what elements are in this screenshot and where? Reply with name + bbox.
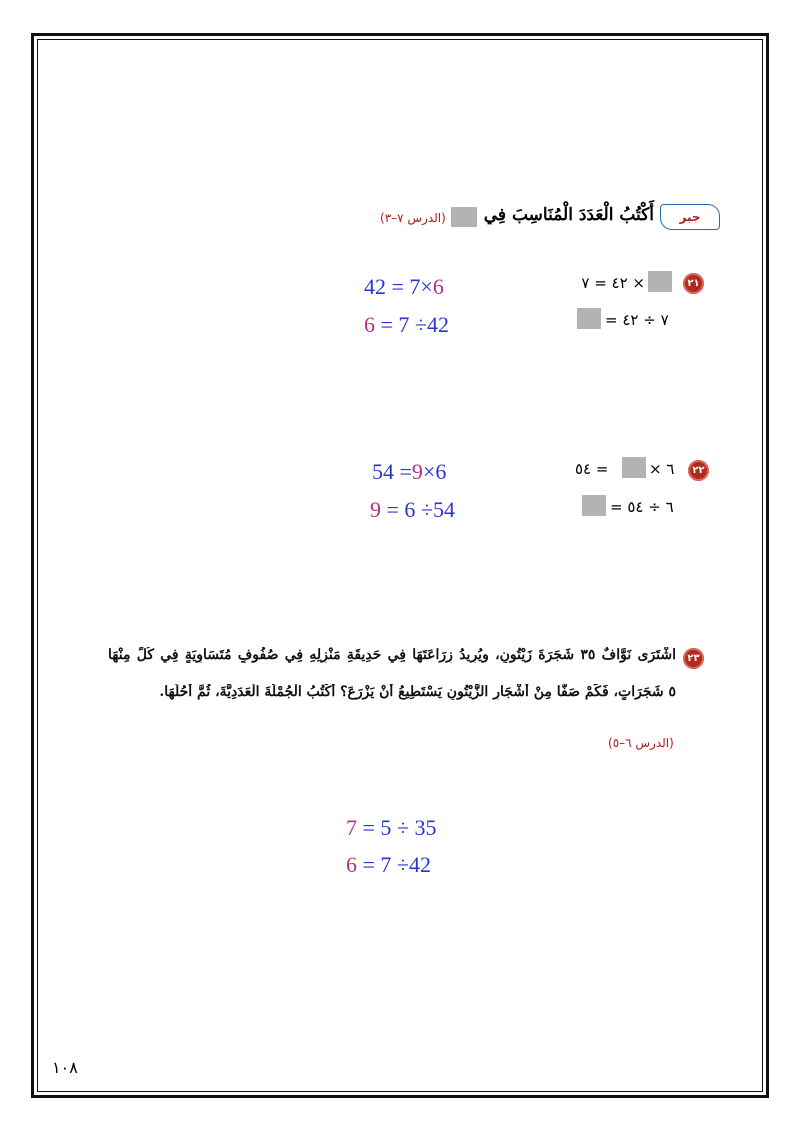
page-border-inner — [37, 39, 763, 1092]
answer-text: = 7 ÷42 — [357, 852, 431, 877]
problem-number-badge: ٢٣ — [683, 648, 704, 669]
answer-21-2 — [364, 312, 449, 338]
answer-23-1 — [346, 815, 436, 841]
section-tag-label: جبر — [679, 210, 701, 224]
answer-value: 7 — [346, 815, 357, 840]
answer-21-1 — [364, 274, 444, 300]
lesson-reference: (الدرس ٦–٥) — [608, 736, 674, 750]
answer-text: 42 = 7× — [364, 274, 433, 299]
answer-value: 6 — [364, 312, 375, 337]
blank-box — [451, 207, 477, 227]
problem-21-line1 — [560, 271, 675, 297]
lesson-reference: (الدرس ٧–٣) — [380, 211, 446, 225]
problem-22-equation-2: = ٦ ÷ ٥٤ — [610, 498, 674, 516]
answer-text: ×6 — [422, 459, 447, 484]
answer-23-2 — [346, 852, 431, 878]
problem-21-equation-1: ٤٢ = ٧ × — [581, 274, 645, 292]
answer-value: 6 — [432, 274, 444, 299]
blank-box — [648, 271, 672, 292]
page-number: ١٠٨ — [52, 1058, 78, 1077]
section-tag — [660, 204, 720, 230]
answer-22-1 — [372, 459, 446, 485]
problem-22-equation-1a: × ٦ — [649, 460, 675, 478]
problem-22-line2 — [580, 495, 680, 521]
answer-text: = 6 ÷54 — [381, 497, 455, 522]
blank-box — [622, 457, 646, 478]
problem-number-badge: ٢١ — [683, 273, 704, 294]
blank-box — [582, 495, 606, 516]
answer-text: = 5 ÷ 35 — [357, 815, 437, 840]
blank-box — [577, 308, 601, 329]
answer-value: 9 — [370, 497, 381, 522]
word-problem-line-2: ٥ شَجَرَاتٍ، فَكَمْ صَفًّا مِنْ أَشْجَارِ الزَّيْتُونِ يَسْتَطِيعُ أَنْ يَزْرَعَ؟ أَكْتُبُ الْجُمْلَةَ الْعَدَدِيَّةَ، ثُمَّ أَحُلُّهَا. — [159, 684, 676, 700]
answer-value: 6 — [346, 852, 357, 877]
problem-22-line1 — [575, 457, 685, 483]
section-header — [380, 204, 720, 234]
problem-21-equation-2: = ٧ ÷ ٤٢ — [605, 311, 669, 329]
problem-22-equation-1b: ٥٤ = — [575, 460, 609, 478]
answer-22-2 — [370, 497, 455, 523]
problem-21-line2 — [575, 308, 675, 334]
answer-value: 9 — [411, 459, 423, 484]
section-instruction: أَكْتُبُ الْعَدَدَ الْمُنَاسِبَ فِي — [483, 205, 654, 225]
answer-text: 54 = — [372, 459, 412, 484]
problem-number-badge: ٢٢ — [688, 460, 709, 481]
word-problem-line-1: اشْتَرَى نَوَّافٌ ٣٥ شَجَرَةَ زَيْتُونٍ، ويُرِيدُ زِرَاعَتَهَا فِي حَدِيقَةِ مَنْزِلِهِ فِي صُفُوفٍ مُتَسَاوِيَةٍ فِي كُلٍّ مِنْهَا — [108, 647, 676, 663]
answer-text: = 7 ÷42 — [375, 312, 449, 337]
